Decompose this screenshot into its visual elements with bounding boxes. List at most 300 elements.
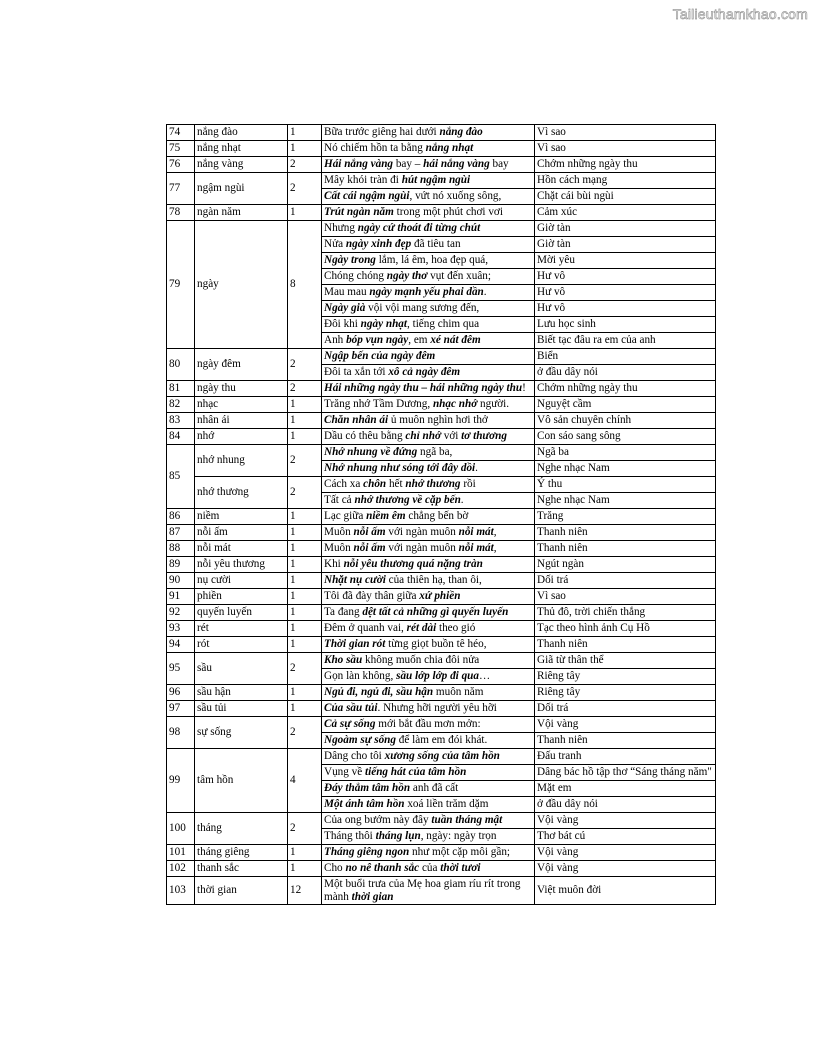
highlighted-phrase: xé nát đêm [430,334,481,347]
verse-cell [322,189,535,205]
highlighted-phrase: Của sầu tủi [324,702,378,715]
table-row [167,557,716,573]
poem-source: Cảm xúc [535,205,716,221]
entry-count: 1 [288,557,322,573]
entry-number: 86 [167,509,195,525]
entry-number: 78 [167,205,195,221]
entry-number: 90 [167,573,195,589]
highlighted-phrase: nắng nhạt [425,142,474,155]
verse-text: Nó chiếm hồn ta bằng [324,142,426,155]
highlighted-phrase: Ngày già [324,302,366,315]
entry-number: 99 [167,749,195,813]
entry-number: 92 [167,605,195,621]
highlighted-phrase: Ngày trong [324,254,376,267]
verse-text: với [440,430,462,443]
verse-cell [322,253,535,269]
verse-cell [322,221,535,237]
verse-text: Ta đang [324,606,363,619]
highlighted-phrase: nỗi mát [458,542,494,555]
table-row [167,653,716,669]
poem-source: Vội vàng [535,813,716,829]
entry-word: ngày [195,221,288,349]
entry-number: 84 [167,429,195,445]
entry-count: 1 [288,621,322,637]
entry-number: 93 [167,621,195,637]
poem-source: Con sáo sang sông [535,429,716,445]
verse-cell [322,301,535,317]
table-row [167,813,716,829]
verse-cell [322,349,535,365]
highlighted-phrase: hái nắng vàng [423,158,490,171]
verse-text: mới bắt đầu mơn mởn: [375,718,481,731]
entry-word: nhạc [195,397,288,413]
entry-count: 1 [288,413,322,429]
verse-text: như một cặp môi gần; [409,846,511,859]
poem-source: Ý thu [535,477,716,493]
table-row [167,701,716,717]
watermark: Tailieuthamkhao.com [672,6,808,22]
verse-text: muôn năm [433,686,484,699]
verse-text: lắm, lá êm, hoa đẹp quá, [375,254,489,267]
entry-number: 83 [167,413,195,429]
verse-cell [322,205,535,221]
entry-word: nắng nhạt [195,141,288,157]
entry-number: 76 [167,157,195,173]
poem-source: Thơ bát cú [535,829,716,845]
highlighted-phrase: nhạc nhớ [432,398,478,411]
entry-count: 1 [288,605,322,621]
entry-word: rét [195,621,288,637]
entry-number: 91 [167,589,195,605]
entry-word: nụ cười [195,573,288,589]
table-row [167,397,716,413]
entry-number: 80 [167,349,195,381]
verse-text: xoá liền trăm dặm [404,798,489,811]
entry-word: nắng vàng [195,157,288,173]
highlighted-phrase: Ngủ đi, ngủ đi, sầu hận [324,686,434,699]
entry-word: tâm hồn [195,749,288,813]
table-row [167,221,716,237]
highlighted-phrase: bóp vụn ngày [346,334,409,347]
entry-word: quyến luyến [195,605,288,621]
entry-word: ngậm ngùi [195,173,288,205]
verse-text: hết [386,478,406,491]
entry-word: tháng giêng [195,845,288,861]
entry-count: 2 [288,381,322,397]
poem-source: Ngã ba [535,445,716,461]
entry-word: nắng đào [195,125,288,141]
entry-word: ngày thu [195,381,288,397]
highlighted-phrase: chỉ nhớ [405,430,441,443]
entry-number: 98 [167,717,195,749]
entry-word: nhớ [195,429,288,445]
poem-source: Dâng bác hồ tập thơ “Sáng tháng năm" [535,765,716,781]
poem-source: Mặt em [535,781,716,797]
entry-count: 2 [288,717,322,749]
table-row [167,157,716,173]
verse-text: Tháng thôi [324,830,376,843]
entry-count: 1 [288,205,322,221]
verse-cell [322,701,535,717]
highlighted-phrase: tiếng hát của tâm hồn [365,766,467,779]
entry-count: 1 [288,397,322,413]
verse-text: vội vội mang sương đến, [365,302,480,315]
highlighted-phrase: dệt tất cả những gì quyến luyến [362,606,509,619]
verse-text: Đêm ở quanh vai, [324,622,407,635]
highlighted-phrase: ngày xinh đẹp [345,238,412,251]
highlighted-phrase: tháng lụn [375,830,421,843]
verse-text: không muốn chia đôi nửa [362,654,480,667]
poem-source: Nghe nhạc Nam [535,493,716,509]
table-row [167,605,716,621]
highlighted-phrase: ngày mạnh yếu phai dần [369,286,484,299]
verse-text: … [478,670,491,683]
verse-cell [322,317,535,333]
verse-cell [322,669,535,685]
table-row [167,429,716,445]
verse-text: bay – [393,158,424,171]
table-row [167,173,716,189]
verse-text: . Nhưng hỡi người yêu hỡi [377,702,497,715]
entry-count: 1 [288,541,322,557]
verse-cell [322,493,535,509]
verse-cell [322,333,535,349]
poem-source: Giã từ thân thể [535,653,716,669]
verse-text: rồi [460,478,476,491]
poem-source: ở đầu dây nói [535,365,716,381]
highlighted-phrase: Thời gian rót [324,638,386,651]
poem-source: Dối trá [535,701,716,717]
verse-cell [322,749,535,765]
verse-cell [322,541,535,557]
entry-count: 12 [288,877,322,905]
table-row [167,413,716,429]
poem-source: Trăng [535,509,716,525]
highlighted-phrase: niềm êm [366,510,406,523]
highlighted-phrase: Nhớ nhung như sóng tới đây dồi [324,462,476,475]
poem-source: Vội vàng [535,845,716,861]
entry-word: nhớ thương [195,477,288,509]
verse-text: , [493,526,497,539]
verse-cell [322,765,535,781]
highlighted-phrase: no nê thanh sắc [345,862,420,875]
highlighted-phrase: Nhặt nụ cười [324,574,386,587]
table-row [167,845,716,861]
entry-number: 96 [167,685,195,701]
poem-source: ở đầu dây nói [535,797,716,813]
verse-cell [322,653,535,669]
highlighted-phrase: xứ phiền [419,590,461,603]
poem-source: Vội vàng [535,861,716,877]
entry-word: sầu tủi [195,701,288,717]
verse-cell [322,269,535,285]
poem-source: Hư vô [535,285,716,301]
poem-source: Riêng tây [535,669,716,685]
poem-source: Hồn cách mạng [535,173,716,189]
entry-count: 2 [288,157,322,173]
highlighted-phrase: nắng đào [439,126,483,139]
verse-cell [322,685,535,701]
verse-cell [322,637,535,653]
verse-text: Đôi ta xắn tới [324,366,389,379]
entry-number: 82 [167,397,195,413]
poem-source: Thủ đô, trời chiến thắng [535,605,716,621]
verse-cell [322,125,535,141]
entry-count: 1 [288,685,322,701]
verse-cell [322,157,535,173]
table-row [167,717,716,733]
highlighted-phrase: Trút ngàn năm [324,206,394,219]
entry-word: niềm [195,509,288,525]
verse-cell [322,237,535,253]
poem-source: Giờ tàn [535,221,716,237]
verse-text: để làm em đói khát. [395,734,488,747]
verse-cell [322,605,535,621]
verse-text: Nửa [324,238,346,251]
poem-source: Hư vô [535,269,716,285]
table-row [167,621,716,637]
highlighted-phrase: nỗi yêu thương quá nặng tràn [343,558,483,571]
verse-text: Tôi đã đày thân giữa [324,590,420,603]
verse-text: trong một phút chơi vơi [393,206,503,219]
highlighted-phrase: Cả sự sống [324,718,376,731]
highlighted-phrase: nhớ thương về cặp bến [354,494,461,507]
poem-source: Lưu học sinh [535,317,716,333]
verse-text: Mau mau [324,286,370,299]
table-row [167,349,716,365]
verse-text: . [475,462,478,475]
entry-number: 89 [167,557,195,573]
verse-cell [322,557,535,573]
entry-count: 2 [288,477,322,509]
highlighted-phrase: nỗi ấm [353,542,386,555]
verse-text: , tiếng chim qua [407,318,480,331]
entry-number: 88 [167,541,195,557]
entry-word: ngày đêm [195,349,288,381]
verse-text: ! [522,382,526,395]
verse-cell [322,413,535,429]
vocabulary-table [166,124,716,905]
entry-word: sầu hận [195,685,288,701]
poem-source: Việt muôn đời [535,877,716,905]
entry-number: 100 [167,813,195,845]
verse-text: theo gió [436,622,476,635]
poem-source: Thanh niên [535,525,716,541]
verse-text: Của ong bướm này đây [324,814,432,827]
highlighted-phrase: Đáy thẳm tâm hồn [324,782,411,795]
verse-text: Gọn làn không, [324,670,397,683]
verse-text: Vụng về [324,766,366,779]
table-row [167,589,716,605]
entry-number: 101 [167,845,195,861]
highlighted-phrase: ngày cứ thoát đi từng chút [357,222,481,235]
highlighted-phrase: Hái nắng vàng [324,158,394,171]
table-row [167,141,716,157]
entry-word: tháng [195,813,288,845]
highlighted-phrase: tơ thương [461,430,507,443]
entry-count: 1 [288,589,322,605]
verse-text: của thiên hạ, than ôi, [385,574,482,587]
entry-word: nỗi mát [195,541,288,557]
poem-source: Vì sao [535,125,716,141]
entry-word: ngàn năm [195,205,288,221]
verse-text: anh đã cất [410,782,459,795]
verse-cell [322,845,535,861]
verse-cell [322,829,535,845]
verse-text: Cách xa [324,478,364,491]
verse-text: Lạc giữa [324,510,367,523]
table-row [167,877,716,905]
entry-count: 1 [288,637,322,653]
poem-source: Ngút ngàn [535,557,716,573]
highlighted-phrase: tuần tháng mật [431,814,503,827]
verse-text: người. [477,398,510,411]
entry-number: 95 [167,653,195,685]
poem-source: Nghe nhạc Nam [535,461,716,477]
entry-word: nhân ái [195,413,288,429]
entry-count: 1 [288,845,322,861]
verse-cell [322,717,535,733]
highlighted-phrase: thời tươi [440,862,481,875]
poem-source: Vì sao [535,589,716,605]
entry-count: 2 [288,349,322,381]
entry-word: nhớ nhung [195,445,288,477]
verse-text: ngã ba, [417,446,453,459]
highlighted-phrase: Hái những ngày thu – hái những ngày thu [324,382,523,395]
verse-cell [322,509,535,525]
entry-word: sự sống [195,717,288,749]
verse-cell [322,573,535,589]
entry-word: sầu [195,653,288,685]
verse-text: với ngàn muôn [385,542,459,555]
table-row [167,509,716,525]
poem-source: Đấu tranh [535,749,716,765]
entry-number: 75 [167,141,195,157]
entry-number: 85 [167,445,195,509]
entry-count: 2 [288,173,322,205]
entry-number: 81 [167,381,195,397]
poem-source: Thanh niên [535,733,716,749]
verse-text: bay [489,158,509,171]
highlighted-phrase: ngày thơ [386,270,428,283]
table-row [167,205,716,221]
table-row [167,541,716,557]
verse-text: đã tiêu tan [411,238,461,251]
entry-count: 2 [288,813,322,845]
entry-count: 4 [288,749,322,813]
verse-cell [322,861,535,877]
entry-count: 2 [288,653,322,685]
verse-text: Dâng cho tôi [324,750,385,763]
verse-cell [322,285,535,301]
verse-text: Chóng chóng [324,270,387,283]
highlighted-phrase: thời gian [351,890,394,903]
verse-text: , em [408,334,431,347]
table-row [167,685,716,701]
table-row [167,525,716,541]
highlighted-phrase: Cất cái ngậm ngùi [324,190,410,203]
verse-text: Nhưng [324,222,358,235]
poem-source: Thanh niên [535,541,716,557]
entry-number: 102 [167,861,195,877]
entry-count: 2 [288,445,322,477]
verse-text: ủ muôn nghìn hơi thở [388,414,488,427]
entry-number: 97 [167,701,195,717]
highlighted-phrase: sầu lớp lớp đi qua [396,670,479,683]
highlighted-phrase: nhớ thương [405,478,461,491]
verse-cell [322,813,535,829]
table-row [167,637,716,653]
entry-number: 74 [167,125,195,141]
poem-source: Biết tạc đâu ra em của anh [535,333,716,349]
verse-text: . [460,494,464,507]
entry-word: nỗi yêu thương [195,557,288,573]
table-row [167,573,716,589]
verse-text: , vứt nó xuống sông, [409,190,502,203]
table-row [167,381,716,397]
verse-cell [322,173,535,189]
verse-text: với ngàn muôn [385,526,459,539]
poem-source: Tạc theo hình ảnh Cụ Hồ [535,621,716,637]
entry-count: 1 [288,141,322,157]
verse-text: Muôn [324,526,354,539]
verse-cell [322,381,535,397]
poem-source: Vì sao [535,141,716,157]
verse-text: Trăng nhớ Tầm Dương, [324,398,433,411]
poem-source: Nguyệt cầm [535,397,716,413]
verse-cell [322,589,535,605]
entry-number: 94 [167,637,195,653]
poem-source: Dối trá [535,573,716,589]
verse-text: Đôi khi [324,318,361,331]
highlighted-phrase: ngày nhạt [360,318,407,331]
entry-number: 103 [167,877,195,905]
poem-source: Vội vàng [535,717,716,733]
poem-source: Riêng tây [535,685,716,701]
poem-source: Mời yêu [535,253,716,269]
verse-text: . [483,286,487,299]
poem-source: Thanh niên [535,637,716,653]
entry-count: 8 [288,221,322,349]
verse-text: vụt đến xuân; [427,270,491,283]
verse-cell [322,877,535,905]
poem-source: Chặt cái bùi ngùi [535,189,716,205]
verse-cell [322,141,535,157]
verse-text: Mây khói tràn đi [324,174,402,187]
highlighted-phrase: chôn [363,478,387,491]
poem-source: Hư vô [535,301,716,317]
entry-word: rót [195,637,288,653]
verse-cell [322,429,535,445]
verse-cell [322,461,535,477]
verse-text: Tất cả [324,494,355,507]
verse-cell [322,397,535,413]
verse-cell [322,621,535,637]
verse-cell [322,525,535,541]
poem-source: Biển [535,349,716,365]
entry-count: 1 [288,573,322,589]
verse-text: Anh [324,334,347,347]
highlighted-phrase: hút ngậm ngùi [401,174,471,187]
table-row [167,749,716,765]
highlighted-phrase: Chăn nhân ái [324,414,389,427]
verse-text: , ngày: ngày trọn [420,830,497,843]
entry-word: thanh sắc [195,861,288,877]
entry-word: nỗi ấm [195,525,288,541]
highlighted-phrase: xô cả ngày đêm [388,366,461,379]
table-row [167,861,716,877]
entry-count: 1 [288,509,322,525]
